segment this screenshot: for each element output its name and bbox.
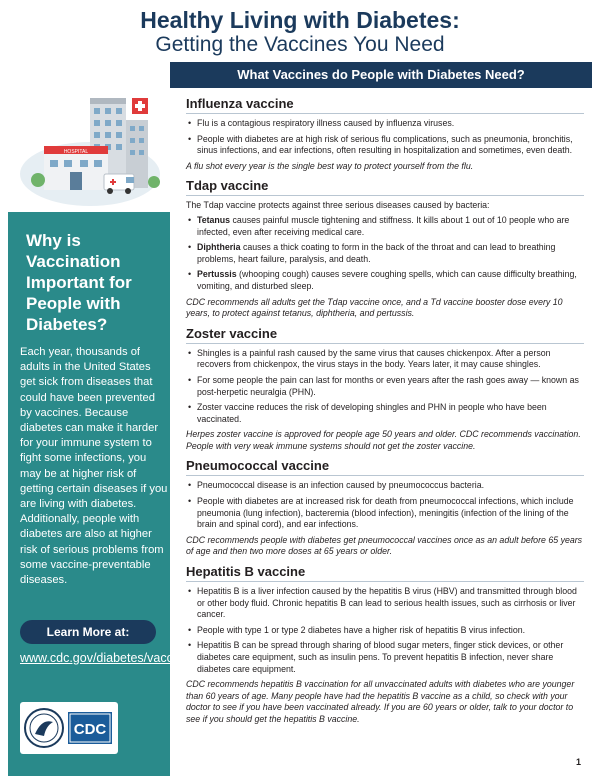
list-item: • Shingles is a painful rash caused by the same virus that causes chickenpox. After a person recovers from chickenpox, the virus stays in the body. Years later, it may cause shingles. [186,348,584,371]
section-intro: The Tdap vaccine protects against three serious diseases caused by bacteria: [186,200,490,211]
page-title: Healthy Living with Diabetes: [140,7,460,33]
section-note: CDC recommends hepatitis B vaccination for all unvaccinated adults with diabetes who are younger than 60 years of age. Many people have had the hepatitis B vaccine as a child, so check with your doctor to see if you have been vaccinated already. If you are 60 years or older, talk to your doctor to see if you should get the hepatitis B vaccine. [186,679,575,724]
term-description: causes a thick coating to form in the back of the throat and can lead to breathing problems, heart failure, paralysis, and death. [197,242,556,264]
list-item: • Hepatitis B is a liver infection caused by the hepatitis B virus (HBV) and transmitted through blood or other body fluid. Chronic hepatitis B can lead to serious health issues, such as cirrhosis or liver cancer. [186,586,584,621]
page-number: 1 [576,757,582,767]
list-item [186,269,584,292]
section-title: Influenza vaccine [186,96,584,114]
list-item: • People with type 1 or type 2 diabetes have a higher risk of hepatitis B virus infection. [186,625,584,637]
list-item [186,215,584,238]
list-item: • For some people the pain can last for months or even years after the rash goes away — known as post-herpetic neuralgia (PHN). [186,375,584,398]
term-description: causes painful muscle tightening and stiffness. It kills about 1 out of 10 people who are infected, even after receiving medical care. [197,214,570,237]
main-content [186,96,584,772]
section-hepatitis-b [186,564,584,726]
section-note: Herpes zoster vaccine is approved for people age 50 years and older. CDC recommends vaccination. People with very weak immune systems should not get the zoster vaccine. [186,429,581,451]
sidebar [8,62,196,776]
list-item: • Pneumococcal disease is an infection caused by pneumococcus bacteria. [186,480,584,492]
section-title: Hepatitis B vaccine [186,564,584,582]
hospital-illustration [8,62,170,212]
sidebar-heading: Why is Vaccination Important for People with Diabetes? [26,231,132,334]
section-zoster [186,326,584,453]
list-item: • Flu is a contagious respiratory illness caused by influenza viruses. [186,118,584,130]
cdc-logo-text: CDC [73,721,107,738]
term-description: (whooping cough) causes severe coughing spells, which can cause difficulty breathing, vomiting, and disturbed sleep. [197,269,577,291]
page-header [0,0,600,62]
term: Tetanus [197,214,231,225]
sidebar-body: Each year, thousands of adults in the United States get sick from diseases that could have been prevented by vaccines. Because diabetes can make it harder for your immune system to fight some infections, you may be at higher risk of getting certain diseases if you are living with diabetes. Additionally, people with diabetes are also at higher risk of serious problems from some vaccine-preventable diseases. [20,346,168,587]
list-item [186,242,584,265]
section-pneumococcal [186,458,584,558]
section-title: Zoster vaccine [186,326,584,344]
hhs-cdc-logo [20,702,118,754]
term: Diphtheria [197,242,241,253]
list-item: • People with diabetes are at high risk of serious flu complications, such as pneumonia, bronchitis, sinus infections, and ear infections, often resulting in hospitalization and sometimes, even death. [186,134,584,157]
section-influenza [186,96,584,172]
section-note: CDC recommends all adults get the Tdap vaccine once, and a Td vaccine booster dose every 10 years, to protect against tetanus, diphtheria, and pertussis. [186,296,563,319]
list-item: • People with diabetes are at increased risk for death from pneumococcal infections, which include pneumonia (lung infection), bacteremia (blood infection), meningitis (infection of the lining of the brain and spinal cord), and ear infections. [186,496,584,531]
cdc-vaccines-link[interactable]: www.cdc.gov/diabetes/vaccines [20,651,196,665]
hospital-sign: HOSPITAL [63,149,89,155]
section-note: CDC recommends people with diabetes get pneumococcal vaccines once as an adult before 65 years of age and then two more doses at 65 years or older. [186,534,583,557]
page-subtitle: Getting the Vaccines You Need [155,33,445,56]
section-title: Tdap vaccine [186,178,584,196]
list-item: • Zoster vaccine reduces the risk of developing shingles and PHN in people who have been vaccinated. [186,402,584,425]
term: Pertussis [197,269,237,280]
section-tdap [186,178,584,319]
section-bar: What Vaccines do People with Diabetes Need? [170,62,592,88]
learn-more-badge: Learn More at: [20,620,156,644]
section-title: Pneumococcal vaccine [186,458,584,476]
list-item: • Hepatitis B can be spread through sharing of blood sugar meters, finger stick devices, or other diabetes care equipment, such as insulin pens. To prevent hepatitis B infection, never share diabetes care equipment. [186,640,584,675]
section-note: A flu shot every year is the single best way to protect yourself from the flu. [186,160,474,171]
